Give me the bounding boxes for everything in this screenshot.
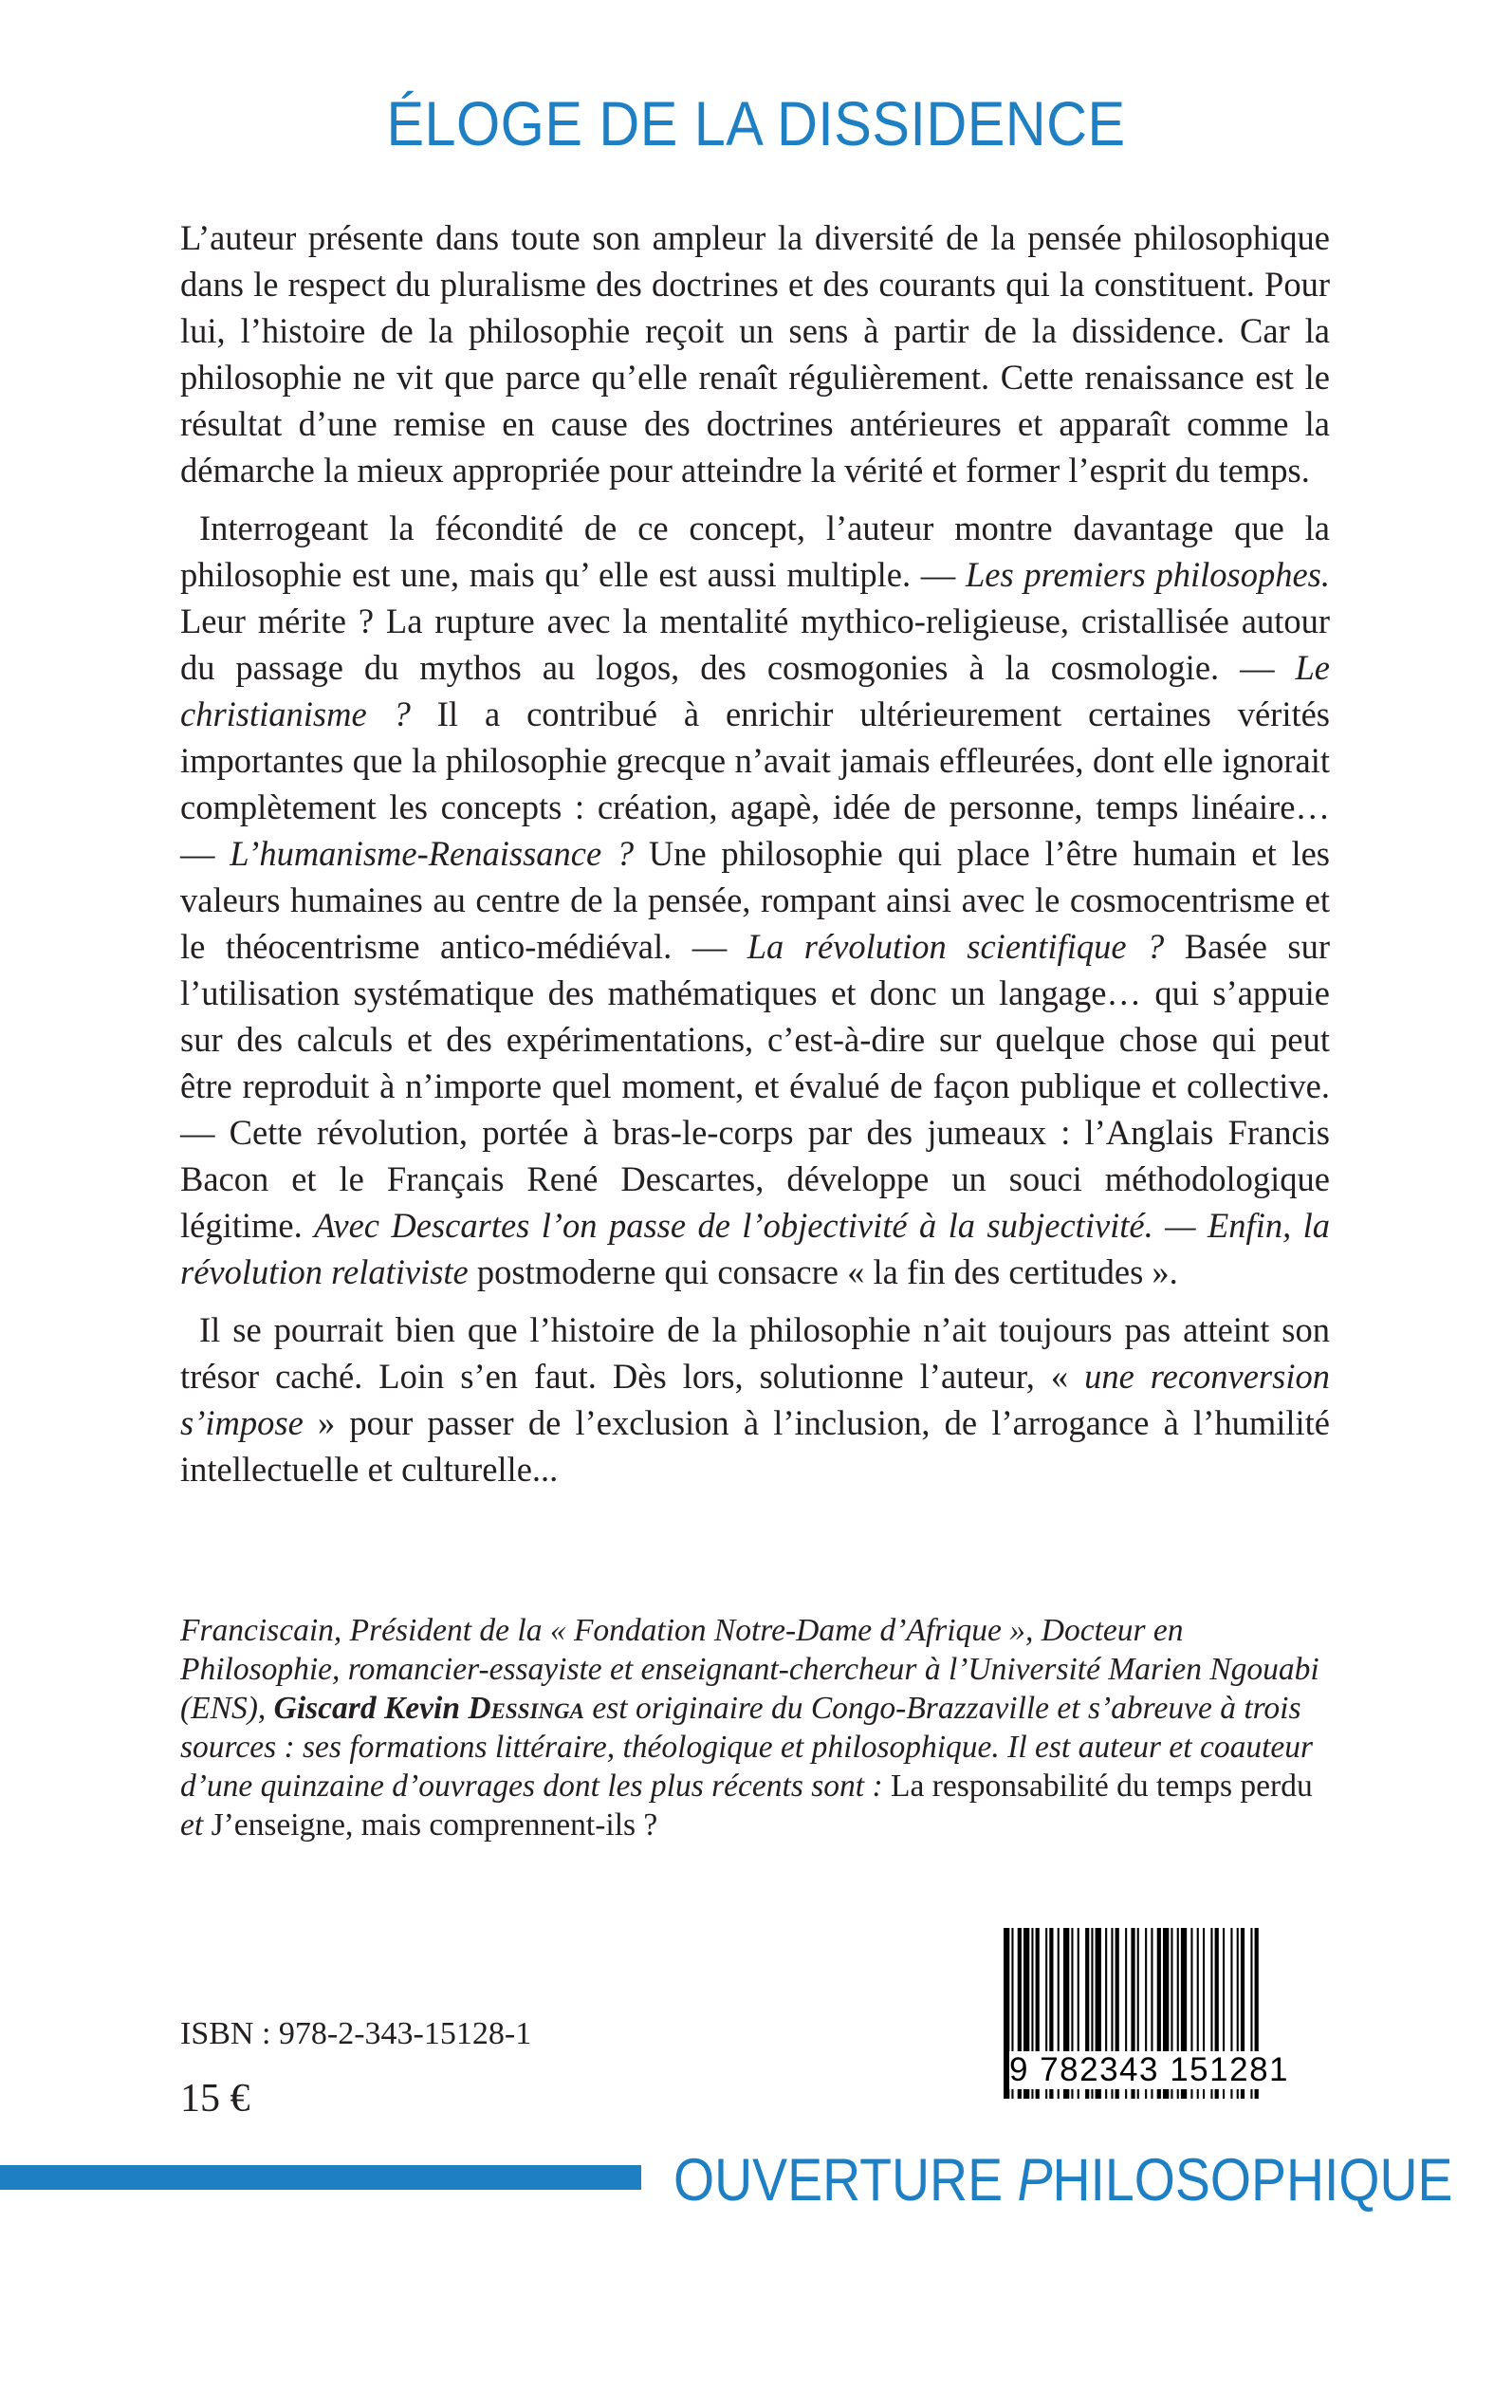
p2-text: Basée sur l’utilisation systématique des mathématiques et donc un langage… qui s’appuie sur des calculs et des expérimentations, c’est-à-dire sur quelque chose qui peut être reproduit à n’importe quel moment, et évalué de façon publique et collective. — Cette révolution, portée à bras-le-corps par des jumeaux : l’Anglais Francis Bacon et le Français René Descartes, développe un souci méthodologique légitime.: [180, 927, 1330, 1245]
series-band: [0, 2165, 641, 2190]
isbn: ISBN : 978-2-343-15128-1: [180, 2016, 532, 2051]
p2-italic: Les premiers philosophes.: [965, 555, 1330, 594]
series-initial: P: [1017, 2147, 1053, 2214]
p2-italic: Le christianisme ?: [180, 648, 1330, 733]
p2-text: Il a contribué à enrichir ultérieurement certaines vérités importantes que la philosophie grecque n’avait jamais effleurées, dont elle ignorait complètement les concepts : création, agapè, idée de personne, temps linéaire… —: [180, 695, 1331, 873]
series-word-1: OUVERTURE: [673, 2147, 1018, 2214]
back-cover-blurb: [180, 214, 1330, 1504]
series-word-2: HILOSOPHIQUE: [1052, 2147, 1453, 2214]
author-name: [274, 1691, 584, 1726]
author-firstname: Giscard Kevin: [273, 1691, 469, 1726]
book-title-2: J’enseigne, mais comprennent-ils ?: [211, 1807, 658, 1843]
p2-text: Une philosophie qui place l’être humain et les valeurs humaines au centre de la pensée, rompant ainsi avec le cosmocentrisme et le théocentrisme antico-médiéval. —: [180, 834, 1331, 966]
p3-italic: une reconversion s’impose: [180, 1357, 1330, 1442]
barcode-number: 9 782343 151281: [1009, 2051, 1318, 2089]
paragraph-3: [180, 1306, 1330, 1492]
bio-text: et: [180, 1807, 212, 1843]
bio-text: Franciscain, Président de la « Fondation Notre-Dame d’Afrique », Docteur en Philosophie, romancier-essayiste et enseignant-chercheur à l’Université Marien Ngouabi (ENS),: [180, 1613, 1319, 1726]
author-surname: Dessinga: [468, 1691, 584, 1726]
p3-text: Il se pourrait bien que l’histoire de la philosophie n’ait toujours pas atteint son trésor caché. Loin s’en faut. Dès lors, solutionne l’auteur, «: [180, 1310, 1330, 1396]
book-title: ÉLOGE DE LA DISSIDENCE: [386, 88, 1126, 158]
bio-text: est originaire du Congo-Brazzaville et s’abreuve à trois sources : ses formations littéraire, théologique et philosophique. Il est auteur et coauteur d’une quinzaine d’ouvrages dont les plus récents sont :: [180, 1691, 1314, 1804]
price: 15 €: [180, 2077, 250, 2121]
p2-text: postmoderne qui consacre « la fin des certitudes ».: [468, 1252, 1178, 1291]
series-name: [673, 2146, 1453, 2214]
author-bio: [180, 1611, 1330, 1844]
book-title-1: La responsabilité du temps perdu: [891, 1769, 1313, 1804]
p2-italic: Avec Descartes l’on passe de l’objectivité à la subjectivité. — Enfin, la révolution relativiste: [180, 1206, 1330, 1291]
paragraph-2: [180, 505, 1330, 1295]
p2-text: Leur mérite ? La rupture avec la mentalité mythico-religieuse, cristallisée autour du passage du mythos au logos, des cosmogonies à la cosmologie. —: [180, 602, 1330, 687]
paragraph-1: L’auteur présente dans toute son ampleur la diversité de la pensée philosophique dans le respect du pluralisme des doctrines et des courants qui la constituent. Pour lui, l’histoire de la philosophie reçoit un sens à partir de la dissidence. Car la philosophie ne vit que parce qu’elle renaît régulièrement. Cette renaissance est le résultat d’une remise en cause des doctrines antérieures et apparaît comme la démarche la mieux appropriée pour atteindre la vérité et former l’esprit du temps.: [180, 218, 1330, 490]
p2-italic: La révolution scientifique ?: [747, 927, 1165, 966]
p2-text: Interrogeant la fécondité de ce concept, l’auteur montre davantage que la philosophie est une, mais qu’ elle est aussi multiple. —: [180, 509, 1330, 594]
p3-text: » pour passer de l’exclusion à l’inclusion, de l’arrogance à l’humilité intellectuelle et culturelle...: [180, 1403, 1330, 1489]
p2-italic: L’humanisme-Renaissance ?: [230, 834, 635, 873]
